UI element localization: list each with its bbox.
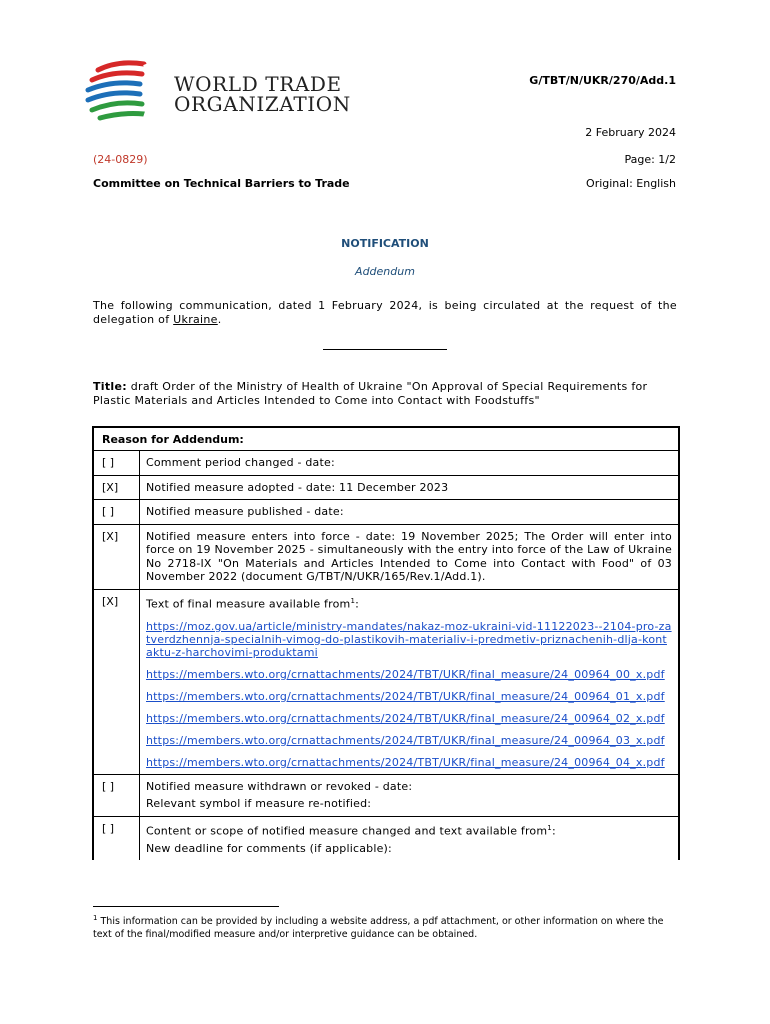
notification-heading: NOTIFICATION [341, 237, 429, 250]
row-text: Text of final measure available from [146, 597, 351, 611]
table-row: [X] Text of final measure available from$^1$: https://moz.gov.ua/article/ministry-mandates/nakaz-moz-ukraini-vid-11122023--2104-pro-zatverdzhennja-specialnih-vimog-do-plastikovih-materialiv-i-predmetiv-priznachenih-dlja-kontaktu-z-harchovimi-produktami https://members.wto.org/crnattachments/2024/TBT/UKR/final_measure/24_00964_00_x.pdf https://members.wto.org/crnattachments/2024/TBT/UKR/final_measure/24_00964_01_x.pdf https://members.wto.org/crnattachments/2024/TBT/UKR/final_measure/24_00964_02_x.pdf https://members.wto.org/crnattachments/2024/TBT/UKR/final_measure/24_00964_03_x.pdf https://members.wto.org/crnattachments/2024/TBT/UKR/final_measure/24_00964_04_x.pdf [94, 590, 678, 775]
org-name-line2: ORGANIZATION [174, 92, 351, 116]
final-measure-link-04[interactable]: https://members.wto.org/crnattachments/2024/TBT/UKR/final_measure/24_00964_04_x.pdf [146, 755, 665, 769]
intro-country: Ukraine [173, 313, 218, 326]
checkbox-mark: [X] [94, 590, 140, 774]
page-indicator: Page: 1/2 [624, 153, 676, 166]
org-name-line1: WORLD TRADE [174, 72, 342, 96]
row-text-secondary: Relevant symbol if measure re-notified: [146, 797, 372, 811]
row-text-secondary: New deadline for comments (if applicable): [146, 841, 392, 855]
intro-paragraph [93, 299, 677, 327]
final-measure-link-03[interactable]: https://members.wto.org/crnattachments/2024/TBT/UKR/final_measure/24_00964_03_x.pdf [146, 733, 665, 747]
row-text: Notified measure adopted - date: 11 December 2023 [146, 480, 449, 494]
title-paragraph [93, 380, 677, 408]
final-measure-link-02[interactable]: https://members.wto.org/crnattachments/2024/TBT/UKR/final_measure/24_00964_02_x.pdf [146, 711, 665, 725]
intro-end: . [217, 313, 222, 326]
footnote-text: This information can be provided by including a website address, a pdf attachment, or other information on where the text of the final/modified measure and/or interpretive guidance can be obtained. [93, 916, 664, 941]
title-text: draft Order of the Ministry of Health of Ukraine "On Approval of Special Requirements for Plastic Materials and Articles Intended to Come into Contact with Foodstuffs" [93, 380, 648, 407]
table-row [94, 500, 678, 525]
checkbox-mark: [X] [94, 476, 140, 500]
row-text: Notified measure enters into force - date: 19 November 2025; The Order will enter into force on 19 November 2025 - simultaneously with the entry into force of the Law of Ukraine No 2718-IX "On Materials and Articles Intended to Come into Contact with Food" of 03 November 2022 (document G/TBT/N/UKR/165/Rev.1/Add.1). [146, 529, 672, 583]
addendum-subheading: Addendum [355, 265, 415, 278]
checkbox-mark: [ ] [94, 500, 140, 524]
row-text: Notified measure published - date: [146, 505, 344, 518]
footnote-ref: 1 [350, 596, 356, 605]
reason-table-header: Reason for Addendum: [94, 428, 678, 451]
table-row: [ ] Content or scope of notified measure changed and text available from$^1$: New deadline for comments (if applicable): [94, 817, 678, 861]
committee-name: Committee on Technical Barriers to Trade [93, 177, 350, 190]
wto-logo-icon [84, 60, 164, 124]
section-divider [323, 349, 447, 350]
title-label: Title: [93, 380, 127, 393]
final-measure-link-00[interactable]: https://members.wto.org/crnattachments/2024/TBT/UKR/final_measure/24_00964_00_x.pdf [146, 667, 665, 681]
org-name [174, 74, 351, 114]
checkbox-mark: [X] [94, 525, 140, 589]
table-row [94, 525, 678, 590]
row-text: Content or scope of notified measure changed and text available from [146, 824, 548, 838]
document-symbol: G/TBT/N/UKR/270/Add.1 [529, 74, 676, 87]
document-number: (24-0829) [93, 153, 148, 166]
table-row [94, 476, 678, 501]
footnote-rule [93, 906, 279, 907]
checkbox-mark: [ ] [94, 451, 140, 475]
checkbox-mark: [ ] [94, 775, 140, 816]
row-text: Comment period changed - date: [146, 456, 335, 469]
table-row [94, 451, 678, 476]
row-text: Notified measure withdrawn or revoked - date: [146, 779, 413, 793]
table-row [94, 775, 678, 817]
final-measure-link-01[interactable]: https://members.wto.org/crnattachments/2024/TBT/UKR/final_measure/24_00964_01_x.pdf [146, 689, 665, 703]
footnote-ref: 1 [547, 823, 552, 832]
original-language: Original: English [586, 177, 676, 190]
reason-table [92, 426, 680, 860]
footnote-number: 1 [93, 914, 98, 922]
document-date: 2 February 2024 [585, 126, 676, 139]
checkbox-mark: [ ] [94, 817, 140, 861]
footnote [93, 912, 677, 941]
final-measure-link-moz[interactable]: https://moz.gov.ua/article/ministry-mandates/nakaz-moz-ukraini-vid-11122023--2104-pro-zatverdzhennja-specialnih-vimog-do-plastikovih-materialiv-i-predmetiv-priznachenih-dlja-kontaktu-z-harchovimi-produktami [146, 619, 672, 659]
intro-text: The following communication, dated 1 February 2024, is being circulated at the request of the delegation of [93, 299, 677, 326]
